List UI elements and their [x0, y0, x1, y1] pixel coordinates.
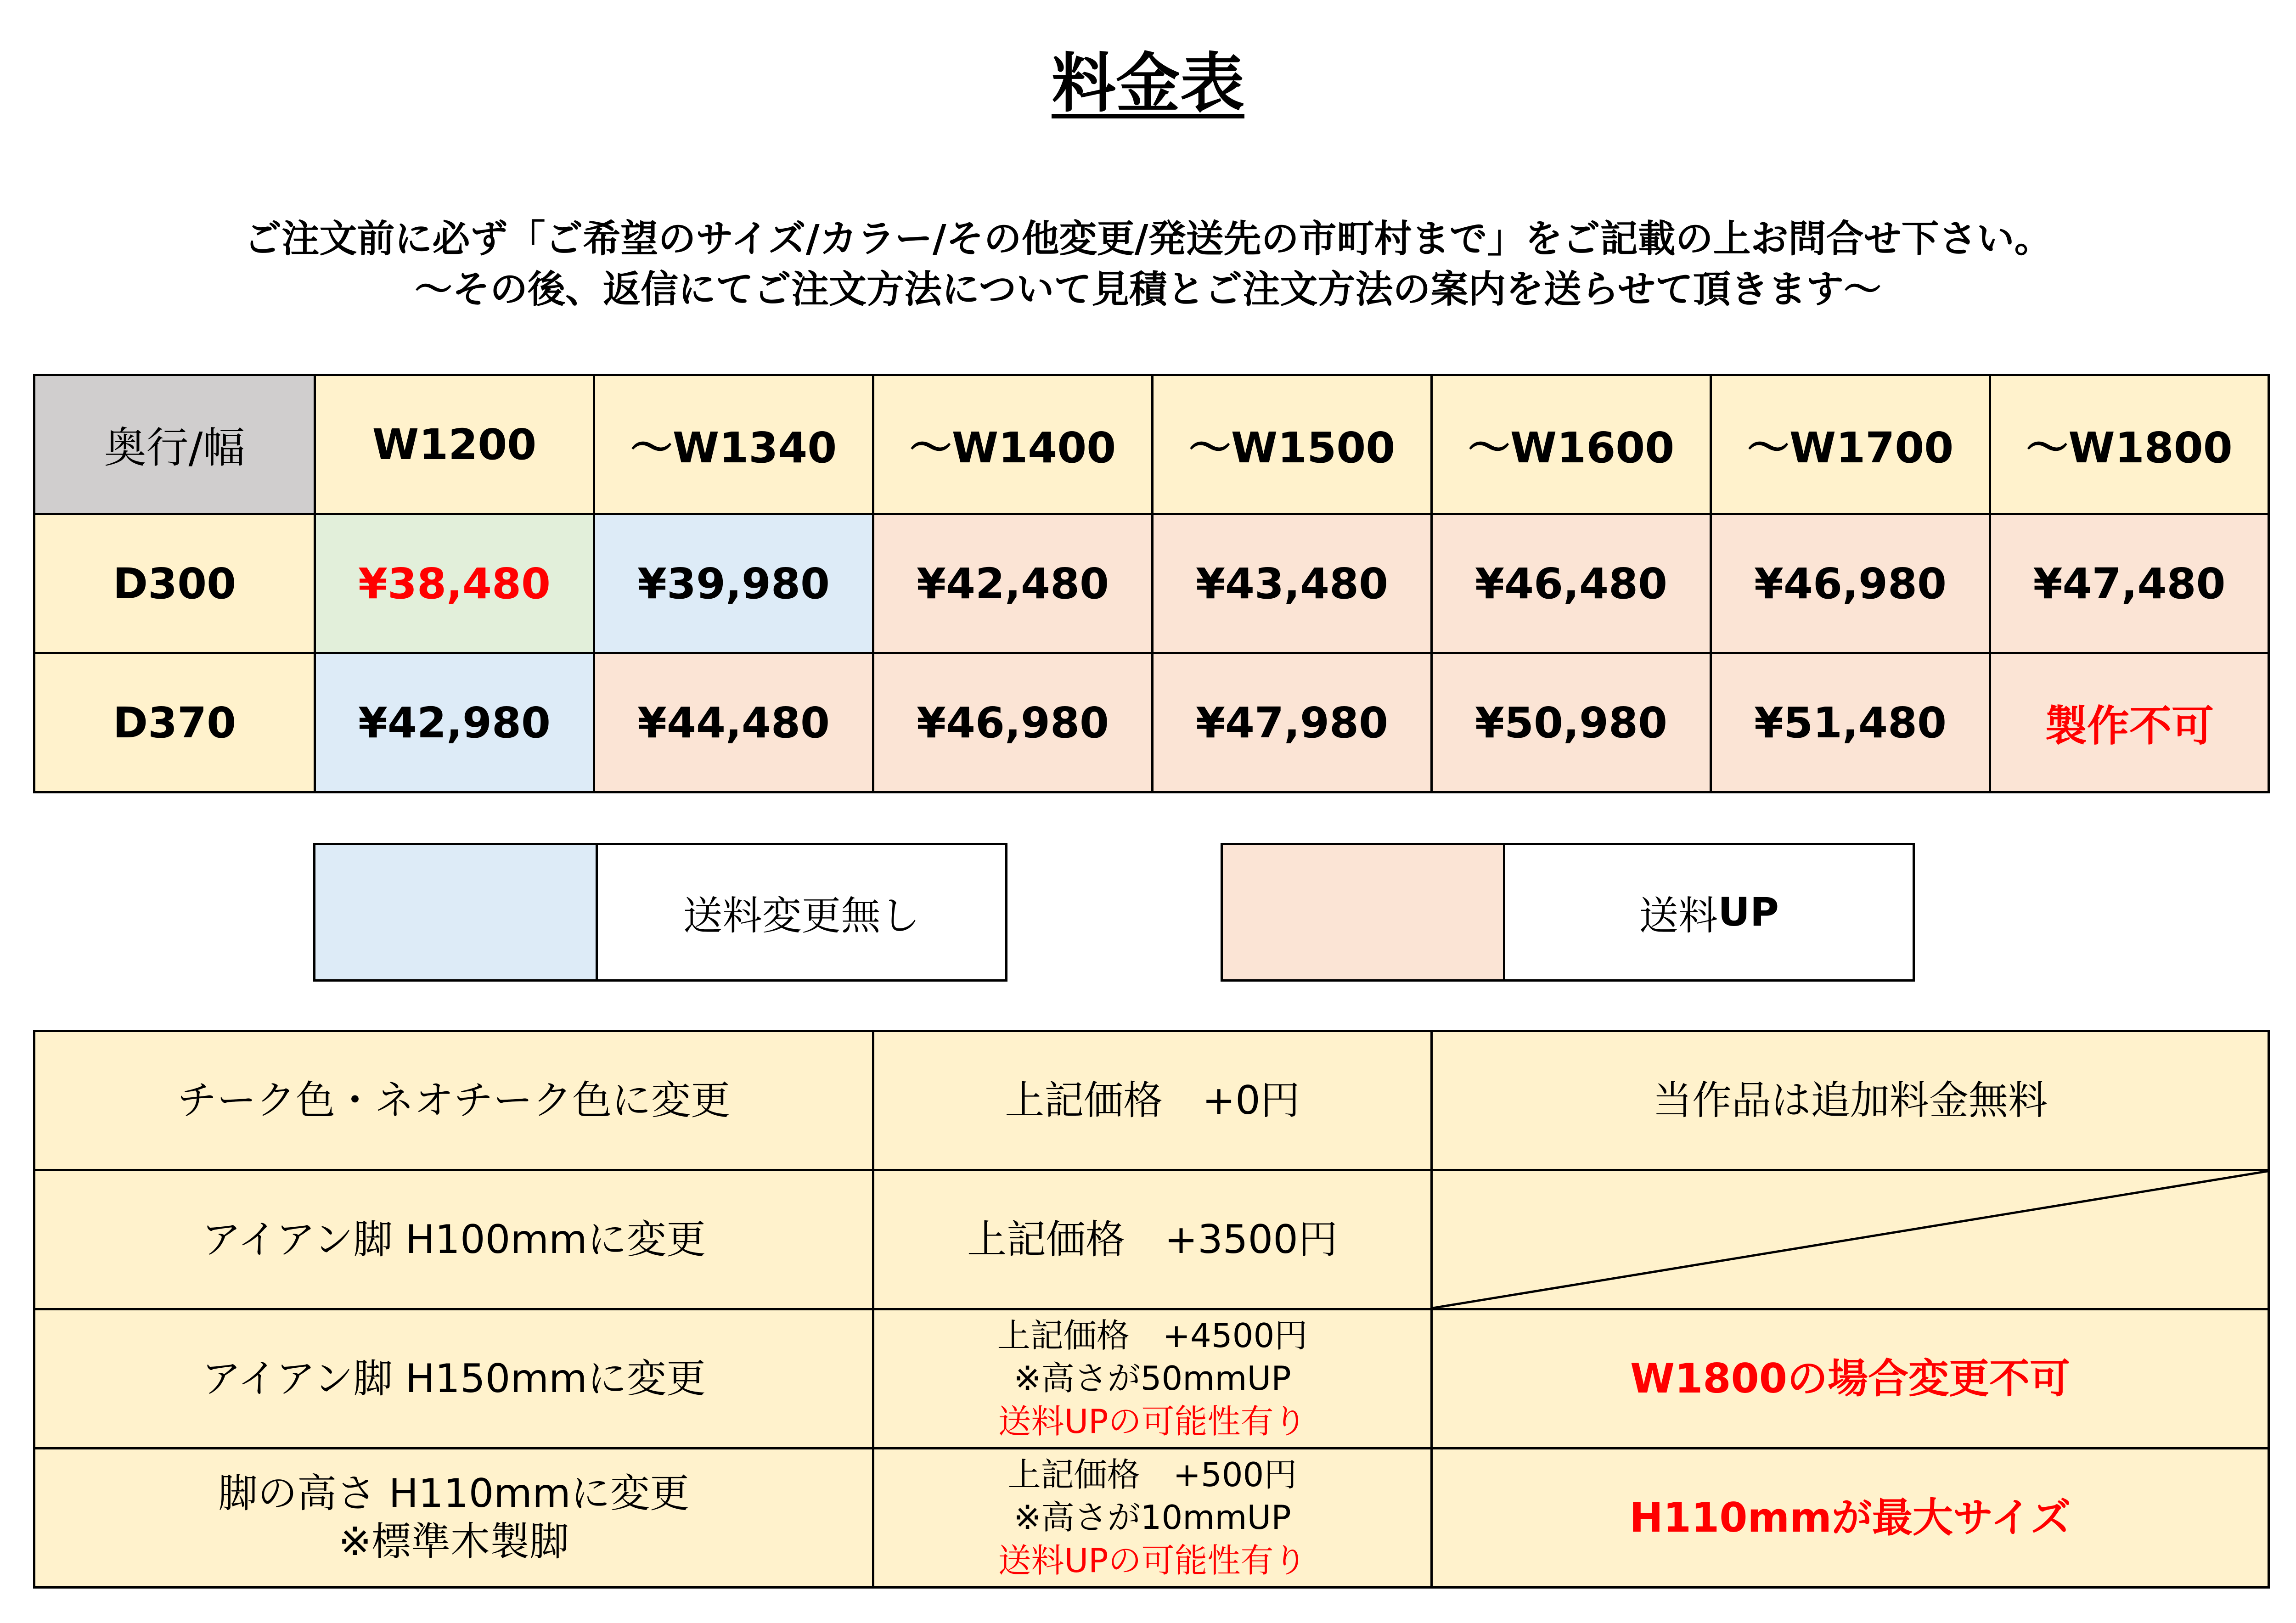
- price-header-row: [34, 375, 2269, 514]
- width-header: 〜W1400: [873, 375, 1153, 514]
- price-row-d300: [34, 514, 2269, 653]
- price-cell: ¥50,980: [1432, 653, 1711, 792]
- price-cell: ¥47,480: [1990, 514, 2269, 653]
- price-cell: ¥51,480: [1711, 653, 1990, 792]
- option-shipping-warning: 送料UPの可能性有り: [998, 1402, 1307, 1441]
- price-cell: ¥38,480: [315, 514, 594, 653]
- option-table: [33, 1030, 2270, 1589]
- option-name: アイアン脚 H150mmに変更: [34, 1309, 873, 1449]
- width-header: 〜W1700: [1711, 375, 1990, 514]
- option-height-note: ※高さが50mmUP: [1013, 1359, 1291, 1398]
- price-cell: ¥47,980: [1153, 653, 1432, 792]
- legend-shipping-up: [1221, 843, 1915, 982]
- price-cell: ¥42,480: [873, 514, 1153, 653]
- option-note: W1800の場合変更不可: [1432, 1309, 2269, 1449]
- legend-swatch-pink: [1223, 845, 1505, 979]
- order-notice-line1: ご注文前に必ず「ご希望のサイズ/カラー/その他変更/発送先の市町村まで」をご記載の上お問合せ下さい。: [244, 217, 2052, 261]
- option-row: [34, 1031, 2269, 1170]
- width-header: 〜W1500: [1153, 375, 1432, 514]
- depth-label: D370: [34, 653, 315, 792]
- price-row-d370: [34, 653, 2269, 792]
- page-title: 料金表: [1051, 46, 1244, 121]
- option-price: [873, 1309, 1432, 1449]
- option-price: 上記価格 +3500円: [873, 1170, 1432, 1309]
- depth-label: D300: [34, 514, 315, 653]
- option-shipping-warning: 送料UPの可能性有り: [998, 1541, 1307, 1580]
- price-cell: ¥46,980: [1711, 514, 1990, 653]
- price-table: [33, 374, 2270, 793]
- order-notice-line2: 〜その後、返信にてご注文方法について見積とご注文方法の案内を送らせて頂きます〜: [415, 268, 1881, 311]
- option-price: [873, 1449, 1432, 1588]
- option-price: 上記価格 +0円: [873, 1031, 1432, 1170]
- width-header: 〜W1600: [1432, 375, 1711, 514]
- legend-swatch-blue: [315, 845, 598, 979]
- legend-no-change: [313, 843, 1007, 982]
- price-cell: ¥46,480: [1432, 514, 1711, 653]
- price-cell: ¥42,980: [315, 653, 594, 792]
- diagonal-strike-line: [1433, 1171, 2268, 1308]
- price-cell: ¥43,480: [1153, 514, 1432, 653]
- legend-label: [1505, 845, 1913, 979]
- option-price-line: 上記価格 +4500円: [997, 1316, 1308, 1355]
- option-row: [34, 1449, 2269, 1588]
- option-row: [34, 1309, 2269, 1449]
- width-header: 〜W1340: [594, 375, 873, 514]
- option-name: アイアン脚 H100mmに変更: [34, 1170, 873, 1309]
- option-name: チーク色・ネオチーク色に変更: [34, 1031, 873, 1170]
- option-note: 当作品は追加料金無料: [1432, 1031, 2269, 1170]
- price-cell: ¥39,980: [594, 514, 873, 653]
- width-header: W1200: [315, 375, 594, 514]
- option-name: [34, 1449, 873, 1588]
- not-available-cell: 製作不可: [1990, 653, 2269, 792]
- option-name-subnote: ※標準木製脚: [338, 1519, 569, 1565]
- legend-label: 送料変更無し: [683, 893, 920, 939]
- legend-label-bold: UP: [1718, 889, 1779, 935]
- width-header: 〜W1800: [1990, 375, 2269, 514]
- option-height-note: ※高さが10mmUP: [1013, 1498, 1291, 1537]
- legend-label-text: 送料: [1639, 893, 1718, 939]
- option-price-line: 上記価格 +500円: [1007, 1455, 1297, 1494]
- price-cell: ¥46,980: [873, 653, 1153, 792]
- option-note-empty: [1432, 1170, 2269, 1309]
- price-cell: ¥44,480: [594, 653, 873, 792]
- corner-label: 奥行/幅: [34, 375, 315, 514]
- option-note: H110mmが最大サイズ: [1432, 1449, 2269, 1588]
- option-name-line: 脚の高さ H110mmに変更: [218, 1471, 689, 1517]
- option-row: [34, 1170, 2269, 1309]
